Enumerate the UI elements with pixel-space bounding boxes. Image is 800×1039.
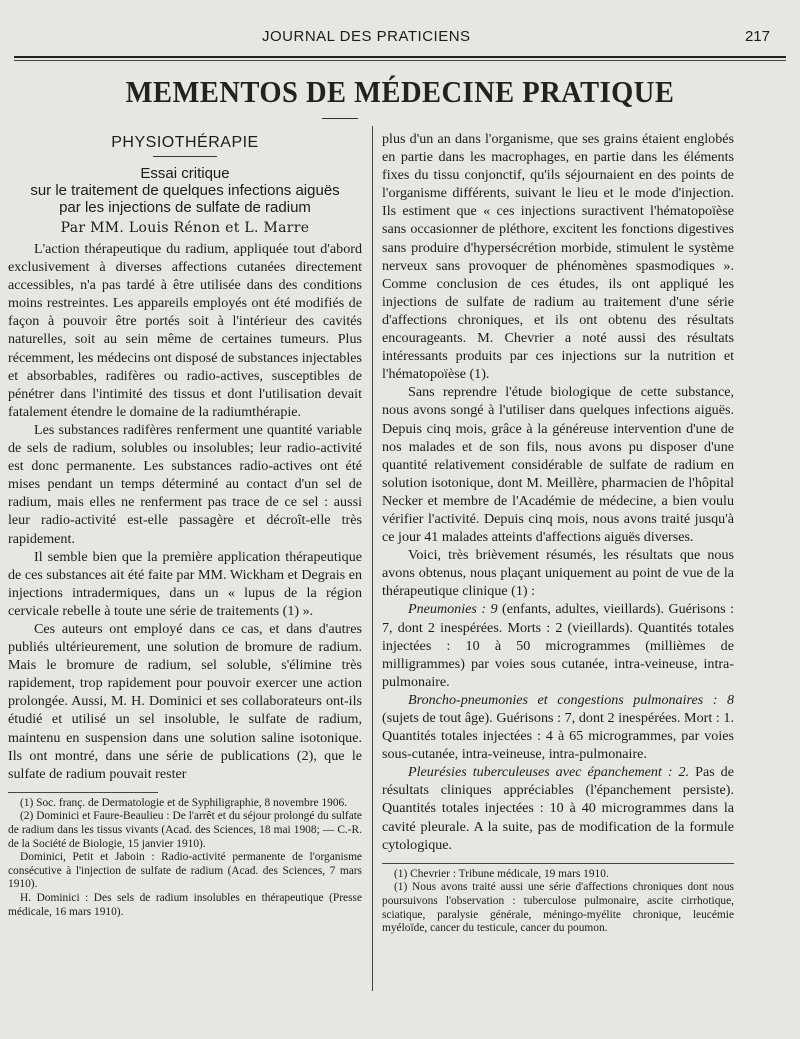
left-column xyxy=(8,130,362,919)
section-title: MEMENTOS DE MÉDECINE PRATIQUE xyxy=(125,74,675,109)
body-paragraph: Les substances radifères renferment une quantité variable de sels de radium, solubles ou insolubles; leur radio-activité est donc permanente. Les substances radio-actives ont été mises pendant un temps déterminé au contact d'un sel de radium, mais elles ne renferment pas trace de ce sel : aussi leur radio-activité est-elle passagère et décroît-elle très rapidement. xyxy=(8,421,362,547)
result-text: (sujets de tout âge). Guérisons : 7, dont 2 inespérées. Mort : 1. Quantités totales injectées : 4 à 65 microgrammes, par voies sous-cutanée, intra-veineuse, intra-pulmonaire. xyxy=(382,710,734,763)
page-number: 217 xyxy=(744,28,770,45)
footnote-rule xyxy=(382,863,734,864)
article-byline: Par MM. Louis Rénon et L. Marre xyxy=(60,220,310,236)
footnote-rule xyxy=(8,792,158,793)
result-text: Pas de résultats cliniques appréciables (l'épanchement persiste). Quantités totales injectées : 10 à 40 microgrammes dans la cavité pleurale. A la suite, pas de modification de la formule cytologique. xyxy=(382,764,734,853)
body-paragraph: plus d'un an dans l'organisme, que ses grains étaient englobés en partie dans les macrophages, en partie dans les éléments fixes du tissu conjonctif, qu'ils séjournaient en des points de l'organisme différents, suivant le lieu et le mode d'injection. Ils estiment que « ces injections suractivent l'hématopoïèse sans occasionner de pléthore, excitent les fonctions digestives sans produire d'hypersécrétion morbide, stimulent le système nerveux sans provoquer de phénomènes spasmodiques ». Comme conclusion de ces études, ils ont appliqué les injections de sulfate de radium au traitement d'une série d'affections chroniques, et ils ont obtenu des résultats encourageants. M. Chevrier a noté aussi des résultats intéressants produits par ces injections sur la nutrition et l'hématopoïèse (1). xyxy=(382,131,734,383)
body-paragraph: Voici, très brièvement résumés, les résultats que nous avons obtenus, nous plaçant uniquement au point de vue de la thérapeutique clinique (1) : xyxy=(382,547,734,600)
footnote: Dominici, Petit et Jaboin : Radio-activité permanente de l'organisme consécutive à l'injection de sulfate de radium (Acad. des Sciences, 7 mars 1910). xyxy=(8,851,362,891)
result-label: Pneumonies : 9 xyxy=(408,601,498,618)
journal-title: JOURNAL DES PRATICIENS xyxy=(262,28,471,45)
body-paragraph: L'action thérapeutique du radium, appliquée tout d'abord exclusivement à diverses affections cutanées directement accessibles, n'a pas tardé à être utilisée dans des conditions moins restreintes. Les appareils employés ont été modifiés de façon à pouvoir être portés soit à l'intérieur des cavités naturelles, soit au sein même de certaines tumeurs. Plus récemment, les médecins ont disposé de substances injectables et absorbables, radifères ou radio-actives, susceptibles de pénétrer dans l'intimité des tissus et dont l'utilisation devait fatalement étendre le domaine de la radiumthérapie. xyxy=(8,241,362,420)
header-rule-thin xyxy=(14,60,786,61)
footnote: H. Dominici : Des sels de radium insolubles en thérapeutique (Presse médicale, 16 mars 1910). xyxy=(8,891,362,918)
footnote: (1) Nous avons traité aussi une série d'affections chroniques dont nous poursuivons l'observation : tuberculose pulmonaire, ascite cirrhotique, sciatique, paralysie générale, méningo-myélite chronique, leucémie myéloïde, cancer du testicule, cancer du poumon. xyxy=(382,881,734,935)
article-title-line: sur le traitement de quelques infections aiguës xyxy=(30,182,340,199)
body-paragraph: Il semble bien que la première application thérapeutique de ces substances ait été faite par MM. Wickham et Degrais en injections intradermiques, dans un « lupus de la région cervicale rebelle à toute une série de traitements (1) ». xyxy=(8,548,362,619)
body-paragraph: Ces auteurs ont employé dans ce cas, et dans d'autres publiés ultérieurement, une solution de bromure de radium. Mais le bromure de radium, sel soluble, s'élimine très rapidement, trop rapidement pour pouvoir exercer une action prolongée. Aussi, M. H. Dominici et ses collaborateurs ont-ils étudié et utilisé un sel insoluble, le sulfate de radium, maintenu en suspension dans une solution saline isotonique. Ils ont montré, dans une série de publications (2), que le sulfate de radium pouvait rester xyxy=(8,620,362,782)
right-column xyxy=(382,130,734,936)
result-label: Pleurésies tuberculeuses avec épanchement : 2. xyxy=(408,764,690,781)
result-entry xyxy=(382,763,734,853)
rubric-underline xyxy=(153,156,217,157)
rubric-heading: PHYSIOTHÉRAPIE xyxy=(111,134,259,151)
result-entry xyxy=(382,600,734,690)
article-title-line: par les injections de sulfate de radium xyxy=(59,199,311,216)
header-rule xyxy=(14,56,786,58)
title-ornament-rule xyxy=(322,118,358,119)
article-title-line: Essai critique xyxy=(140,165,230,182)
body-paragraph: Sans reprendre l'étude biologique de cette substance, nous avons songé à l'utiliser dans quelques infections aiguës. Depuis cinq mois, grâce à la généreuse intervention d'une de nos malades et de son fils, nous avons pu disposer d'une quantité relativement considérable de sulfate de radium en solution isotonique, dont M. Meillère, pharmacien de l'hôpital Necker et membre de l'Académie de médecine, a bien voulu vérifier l'activité. Depuis cinq mois, nous avons traité jusqu'à ce jour 41 malades atteints d'affections aiguës diverses. xyxy=(382,384,734,546)
result-label: Broncho-pneumonies et congestions pulmonaires : 8 xyxy=(408,691,734,708)
result-text: (enfants, adultes, vieillards). Guérisons : 7, dont 2 inespérées. Morts : 2 (vieillards). Quantités totales injectées : 10 à 50 microgrammes (millièmes de milligrammes) par voies sous cutanée, intra-veineuse, intra-pulmonaire. xyxy=(382,601,734,690)
result-entry xyxy=(382,691,734,763)
footnote: (1) Soc. franç. de Dermatologie et de Syphiligraphie, 8 novembre 1906. xyxy=(20,796,348,809)
footnote: (2) Dominici et Faure-Beaulieu : De l'arrêt et du séjour prolongé du sulfate de radium dans les tissus vivants (Acad. des Sciences, 18 mai 1908; — C.-R. de la Société de Biologie, 15 janvier 1910). xyxy=(8,810,362,850)
column-divider xyxy=(372,126,373,991)
running-head xyxy=(0,28,800,50)
footnote: (1) Chevrier : Tribune médicale, 19 mars 1910. xyxy=(394,867,609,880)
